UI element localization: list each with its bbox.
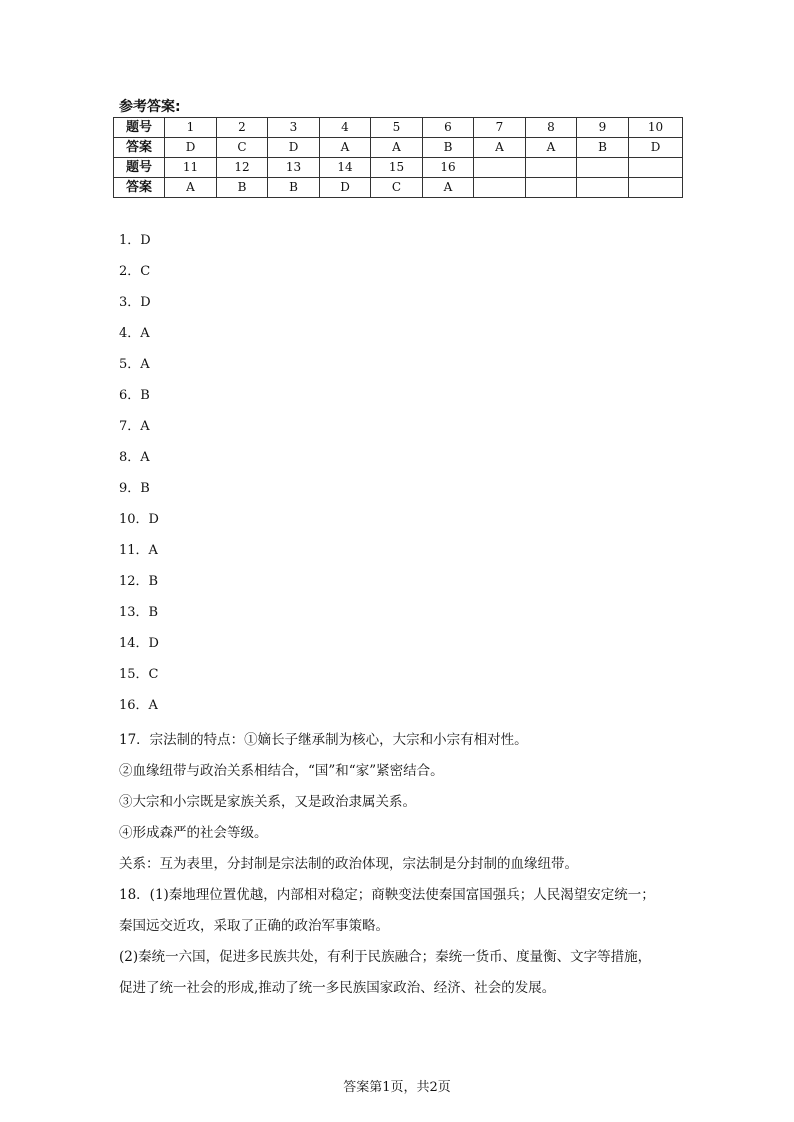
q18-line-2: 秦国远交近攻，采取了正确的政治军事策略。 [119, 918, 389, 934]
table-cell: 2 [217, 118, 268, 138]
table-cell: 9 [577, 118, 629, 138]
row-label: 题号 [114, 158, 165, 178]
table-cell [474, 158, 526, 178]
list-item: 16．A [119, 698, 158, 713]
table-cell: A [526, 138, 577, 158]
list-item: 15．C [119, 667, 159, 682]
list-item: 13．B [119, 605, 159, 620]
table-cell: 8 [526, 118, 577, 138]
page-footer: 答案第1页，共2页 [343, 1080, 451, 1095]
q18-line-4: 促进了统一社会的形成,推动了统一多民族国家政治、经济、社会的发展。 [119, 980, 556, 996]
table-cell: 4 [320, 118, 371, 138]
list-item: 9．B [119, 481, 150, 496]
table-cell: D [268, 138, 320, 158]
table-cell: A [423, 178, 474, 198]
table-cell: B [423, 138, 474, 158]
table-cell: 6 [423, 118, 474, 138]
table-cell: C [217, 138, 268, 158]
list-item: 1．D [119, 233, 151, 248]
answer-table [113, 117, 683, 198]
table-cell [526, 178, 577, 198]
q17-line-2: ②血缘纽带与政治关系相结合，“国”和“家”紧密结合。 [119, 763, 444, 779]
row-label: 题号 [114, 118, 165, 138]
answer-heading: 参考答案: [119, 99, 181, 115]
q17-line-4: ④形成森严的社会等级。 [119, 825, 268, 841]
answer-row [114, 138, 683, 158]
answer-row [114, 178, 683, 198]
table-cell: A [165, 178, 217, 198]
list-item: 6．B [119, 388, 150, 403]
list-item: 7．A [119, 419, 150, 434]
table-cell: 12 [217, 158, 268, 178]
table-cell [629, 178, 683, 198]
table-cell: D [320, 178, 371, 198]
table-cell: D [629, 138, 683, 158]
table-cell [474, 178, 526, 198]
table-cell: 14 [320, 158, 371, 178]
table-cell [577, 178, 629, 198]
table-cell: 5 [371, 118, 423, 138]
table-cell: D [165, 138, 217, 158]
q17-relation: 关系：互为表里，分封制是宗法制的政治体现，宗法制是分封制的血缘纽带。 [119, 856, 578, 872]
table-cell: B [577, 138, 629, 158]
table-cell: 16 [423, 158, 474, 178]
list-item: 8．A [119, 450, 150, 465]
list-item: 10．D [119, 512, 159, 527]
row-label: 答案 [114, 138, 165, 158]
list-item: 14．D [119, 636, 159, 651]
list-item: 4．A [119, 326, 150, 341]
table-cell: 15 [371, 158, 423, 178]
answer-list [119, 231, 159, 727]
list-item: 3．D [119, 295, 151, 310]
table-cell: A [371, 138, 423, 158]
table-cell [577, 158, 629, 178]
table-cell: 13 [268, 158, 320, 178]
table-cell: C [371, 178, 423, 198]
row-label: 答案 [114, 178, 165, 198]
q18-line-3: (2)秦统一六国，促进多民族共处，有利于民族融合；秦统一货币、度量衡、文字等措施， [119, 949, 652, 965]
list-item: 11．A [119, 543, 158, 558]
table-cell: 11 [165, 158, 217, 178]
question-number-row [114, 118, 683, 138]
table-cell: 7 [474, 118, 526, 138]
table-cell: B [268, 178, 320, 198]
table-cell: 1 [165, 118, 217, 138]
list-item: 5．A [119, 357, 150, 372]
q18-line-1: 18．(1)秦地理位置优越，内部相对稳定；商鞅变法使秦国富国强兵；人民渴望安定统一； [119, 887, 655, 903]
table-cell: A [320, 138, 371, 158]
q17-line-1: 17．宗法制的特点：①嫡长子继承制为核心，大宗和小宗有相对性。 [119, 732, 528, 748]
table-cell: A [474, 138, 526, 158]
question-number-row [114, 158, 683, 178]
table-cell [526, 158, 577, 178]
table-cell [629, 158, 683, 178]
q17-line-3: ③大宗和小宗既是家族关系，又是政治隶属关系。 [119, 794, 416, 810]
list-item: 2．C [119, 264, 151, 279]
table-cell: B [217, 178, 268, 198]
list-item: 12．B [119, 574, 159, 589]
table-cell: 3 [268, 118, 320, 138]
table-cell: 10 [629, 118, 683, 138]
